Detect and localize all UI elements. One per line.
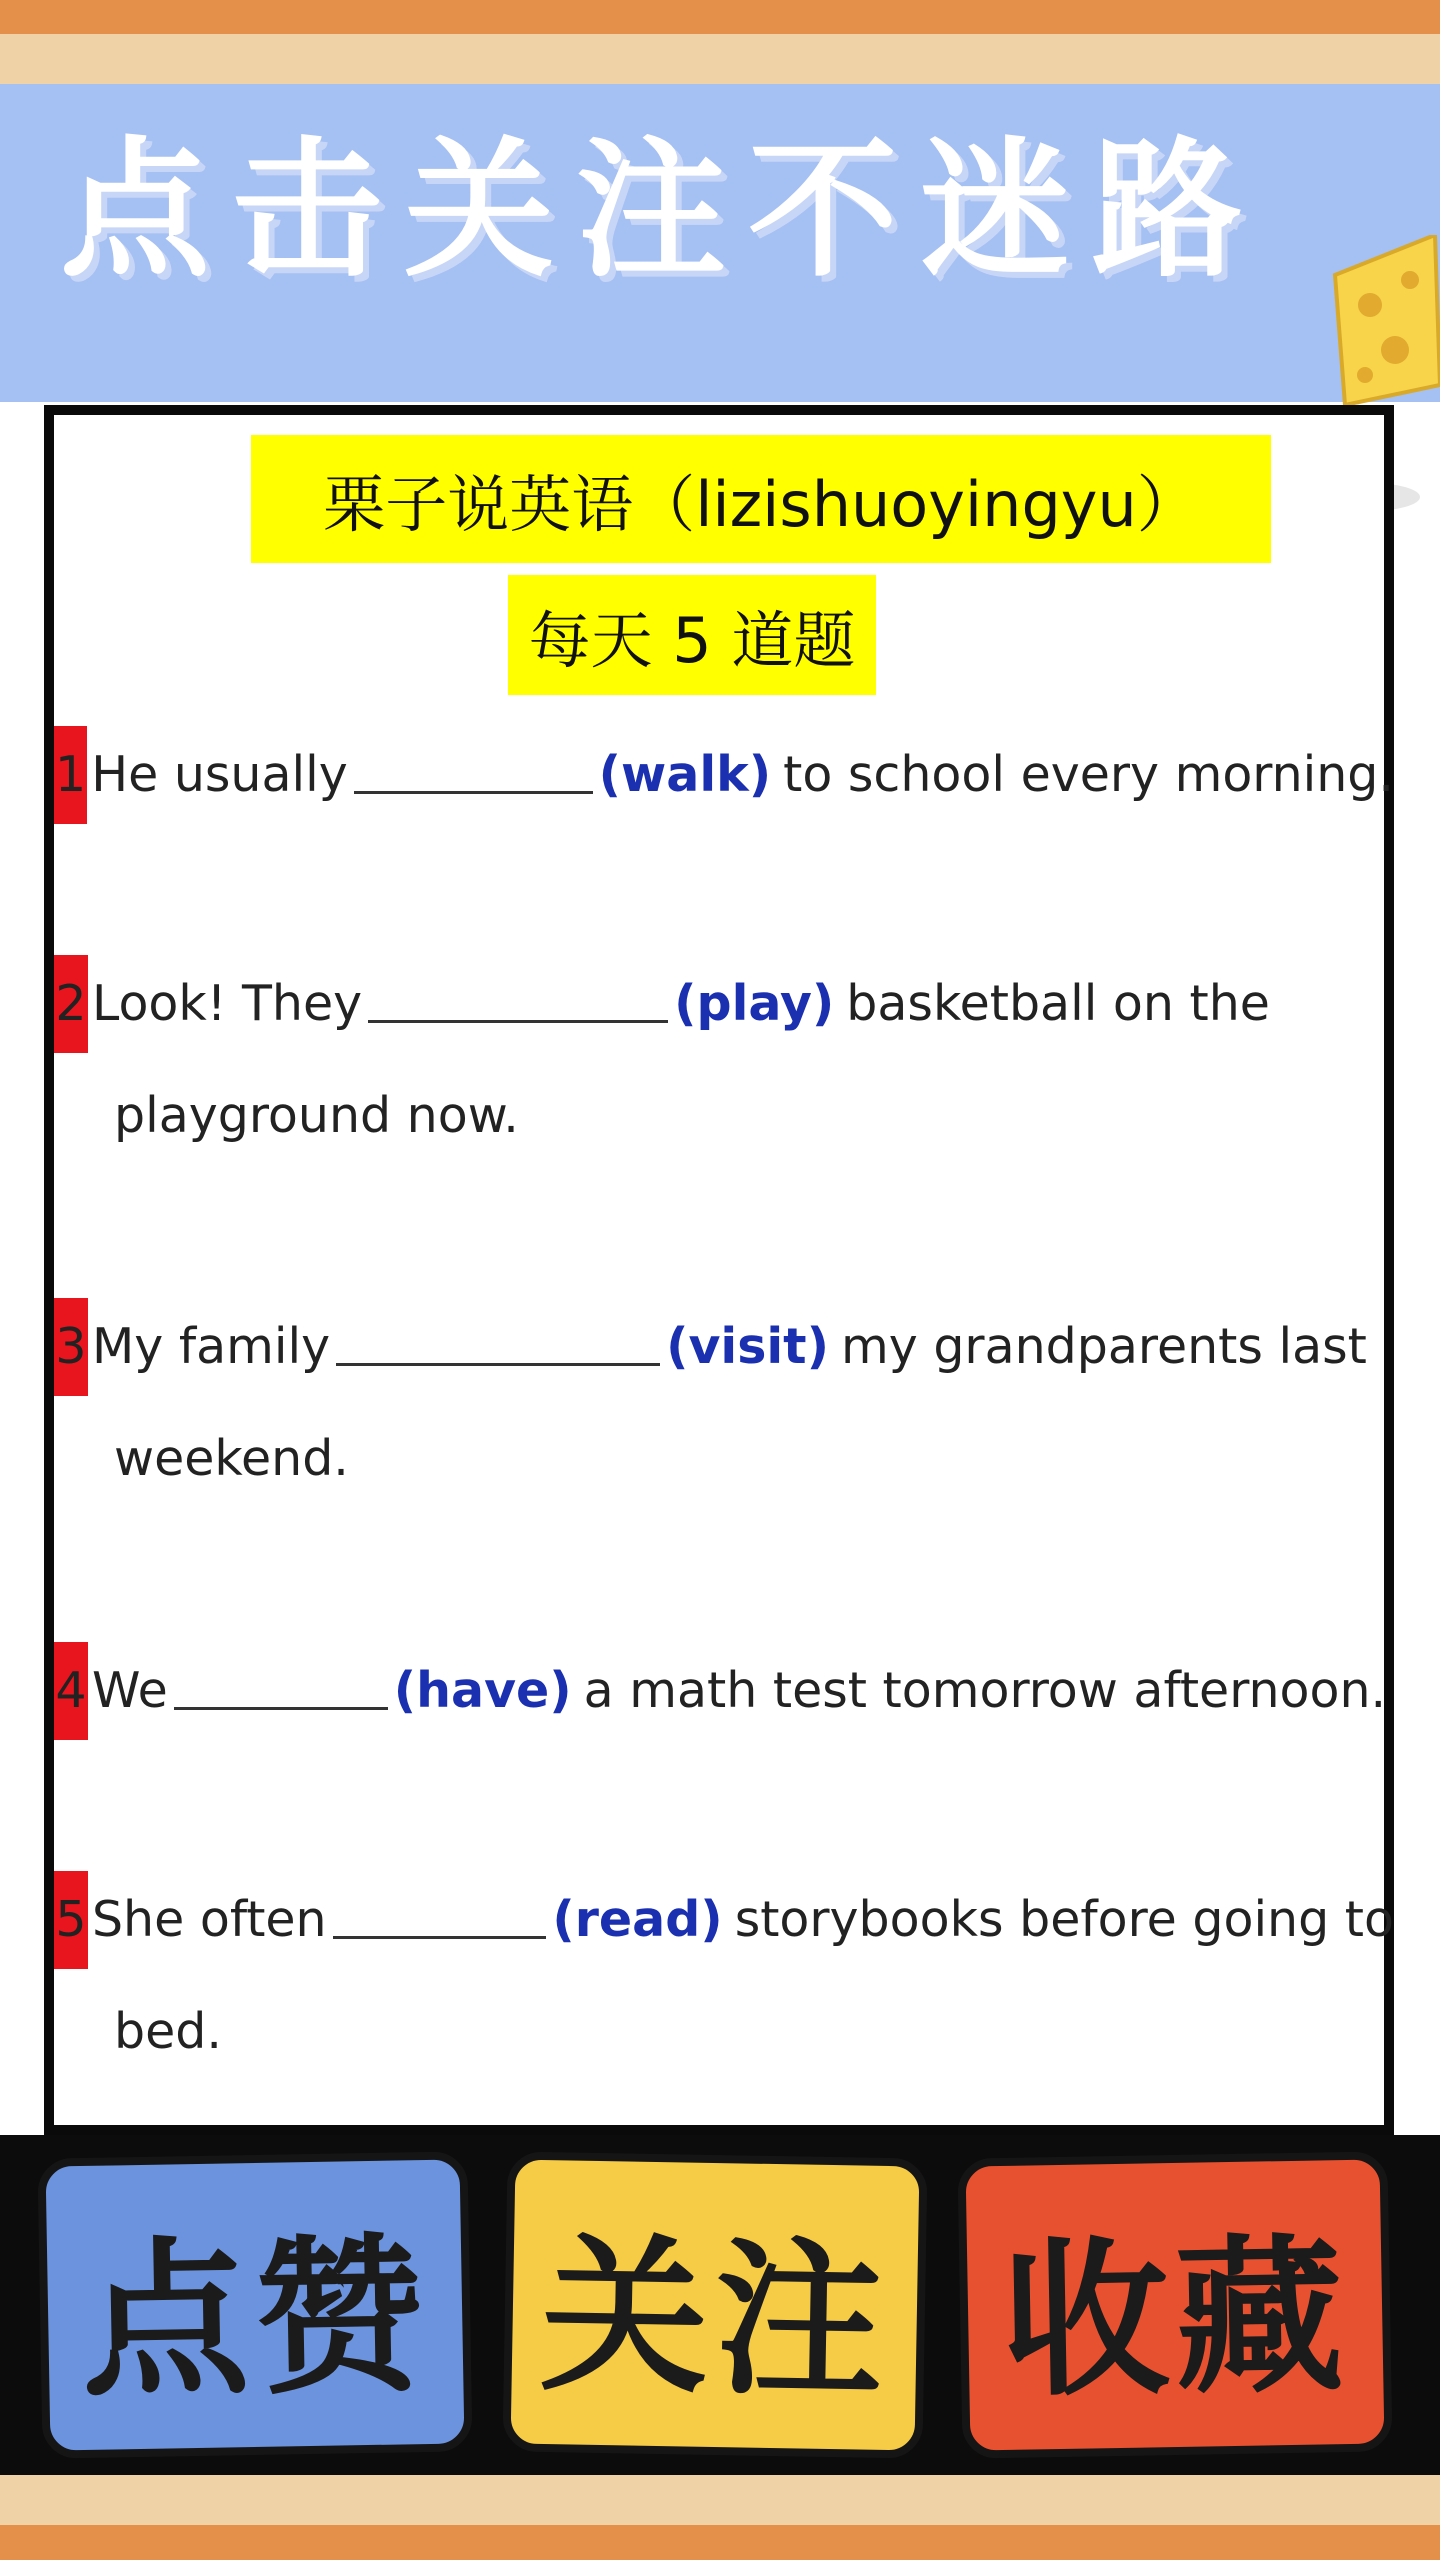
question-item [54,1864,1394,2088]
exercise-card [44,405,1394,2135]
banner-text: 点击关注不迷路 [60,124,1265,298]
question-item [54,1635,1394,1747]
follow-banner [0,84,1440,402]
like-button[interactable]: 点赞 [37,2151,472,2458]
daily-subtitle: 每天 5 道题 [508,575,876,695]
question-rest: my grandparents last [841,1318,1367,1375]
question-stem: Look! They [92,975,363,1032]
answer-blank[interactable] [174,1635,388,1710]
question-item [54,719,1394,831]
top-border-stripe [0,0,1440,34]
question-rest: a math test tomorrow afternoon. [583,1662,1387,1719]
question-item [54,948,1394,1172]
top-cream-stripe [0,34,1440,84]
question-stem: We [92,1662,168,1719]
question-stem: She often [91,1891,327,1948]
save-button[interactable]: 收藏 [957,2151,1392,2458]
answer-blank[interactable] [333,1864,547,1939]
question-rest: basketball on the [846,975,1270,1032]
answer-blank[interactable] [336,1291,660,1366]
question-rest: to school every morning. [783,746,1394,803]
question-stem: My family [92,1318,331,1375]
follow-button[interactable]: 关注 [502,2151,927,2458]
question-number: 3 [54,1298,88,1396]
question-continuation: weekend. [114,1430,349,1487]
page-title: 栗子说英语（lizishuoyingyu） [251,435,1271,563]
bottom-border-stripe [0,2525,1440,2560]
bottom-cream-stripe [0,2475,1440,2525]
question-rest: storybooks before going to [734,1891,1394,1948]
question-verb: (walk) [598,746,772,803]
question-verb: (read) [552,1891,723,1948]
question-number: 2 [54,955,88,1053]
action-button-row [0,2135,1440,2475]
answer-blank[interactable] [354,719,593,794]
question-verb: (play) [674,975,835,1032]
question-continuation: playground now. [114,1087,519,1144]
question-number: 4 [54,1642,88,1740]
question-stem: He usually [91,746,348,803]
question-verb: (visit) [666,1318,830,1375]
answer-blank[interactable] [368,948,668,1023]
question-verb: (have) [393,1662,572,1719]
question-item [54,1291,1394,1515]
question-number: 5 [54,1871,88,1969]
question-continuation: bed. [114,2003,222,2060]
question-number: 1 [54,726,87,824]
